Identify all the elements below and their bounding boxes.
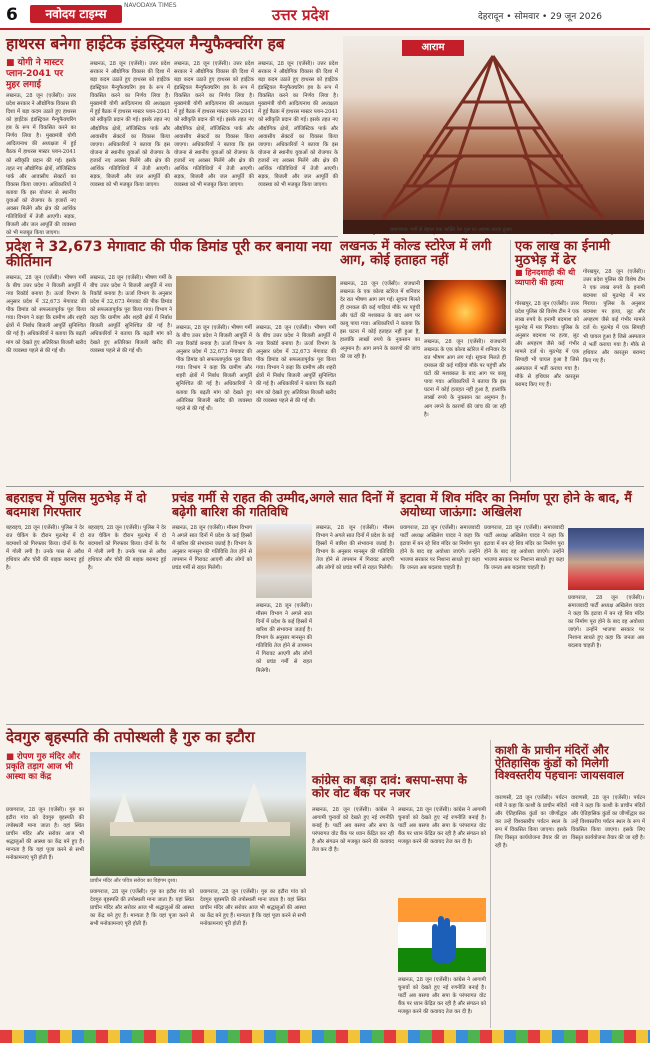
divider (6, 236, 338, 237)
page-number: 6 (6, 5, 18, 25)
story8-body-col1: प्रयागराज, 28 जून (एजेंसी)। गुरु का इटौरा गांव को देवगुरु बृहस्पति की तपोस्थली माना जाता है। यहां स्थित प्राचीन मंदिर और सरोवर आज भी श्रद्धालुओं की आस्था का केंद्र बने हुए हैं। मान्यता है कि यहां पूजा करने से सभी मनोकामनाएं पूरी होती हैं। (6, 807, 84, 862)
story4-body-col1: गोरखपुर, 28 जून (एजेंसी)। उत्तर प्रदेश पुलिस की विशेष टीम ने एक लाख रुपये के इनामी बदमाश को मुठभेड़ में मार गिराया। पुलिस के अनुसार बदमाश पर हत्या, लूट और अपहरण जैसे कई गंभीर मामले दर्ज थे। मुठभेड़ में एक सिपाही भी घायल हुआ है जिसे अस्पताल में भर्ती कराया गया है। मौके से हथियार और कारतूस बरामद किए गए हैं। (515, 301, 579, 388)
color-registration-strip (0, 1030, 650, 1043)
story2-body-col2: लखनऊ, 28 जून (एजेंसी)। भीषण गर्मी के बीच उत्तर प्रदेश ने बिजली आपूर्ति में नया रिकॉर्ड बनाया है। ऊर्जा विभाग के अनुसार प्रदेश में 32,673 मेगावाट की पीक डिमांड को सफलतापूर्वक पूरा किया गया। विभाग ने कहा कि ग्रामीण और शहरी क्षेत्रों में निर्बाध बिजली आपूर्ति सुनिश्चित की गई है। अधिकारियों ने बताया कि बढ़ती मांग को देखते हुए अतिरिक्त बिजली खरीद की व्यवस्था पहले से की गई थी। (90, 275, 172, 354)
temple-illustration (90, 752, 306, 876)
story4-headline: एक लाख का ईनामी मुठभेड़ में ढेर (515, 239, 611, 269)
story2-headline: प्रदेश ने 32,673 मेगावाट की पीक डिमांड पूरी कर बनाया नया कीर्तिमान (6, 239, 332, 271)
divider (6, 724, 644, 725)
photo-caption: प्रयागराज: गर्मी से बेहाल एक व्यक्ति रेल पुल पर आराम करता हुआ। (390, 227, 513, 233)
power-station-photo (176, 276, 336, 320)
story9-body-col2: लखनऊ, 28 जून (एजेंसी)। कांग्रेस ने आगामी चुनावों को देखते हुए नई रणनीति बनाई है। पार्टी अब बसपा और सपा के परंपरागत वोट बैंक पर ध्यान केंद्रित कर रही है और संगठन को मजबूत करने की कवायद तेज कर दी है। (398, 807, 486, 846)
congress-logo (398, 898, 486, 972)
newspaper-logo: नवोदय टाइम्स (30, 5, 122, 23)
story8-body-col2: प्रयागराज, 28 जून (एजेंसी)। गुरु का इटौरा गांव को देवगुरु बृहस्पति की तपोस्थली माना जाता है। यहां स्थित प्राचीन मंदिर और सरोवर आज भी श्रद्धालुओं की आस्था का केंद्र बने हुए हैं। मान्यता है कि यहां पूजा करने से सभी मनोकामनाएं पूरी होती हैं। (90, 889, 194, 928)
hand-symbol-icon (398, 898, 486, 972)
story4-kicker: ■ हिनदशाही की थी व्यापारी की हत्या (515, 268, 576, 287)
story3-body-col2: लखनऊ, 28 जून (एजेंसी)। राजधानी लखनऊ के एक कोल्ड स्टोरेज में शनिवार देर रात भीषण आग लग गई। सूचना मिलते ही दमकल की कई गाड़ियां मौके पर पहुंचीं और घंटों की मशक्कत के बाद आग पर काबू पाया गया। अधिकारियों ने बताया कि इस घटना में कोई हताहत नहीं हुआ है, हालांकि लाखों रुपये के नुकसान का अनुमान है। आग लगने के कारणों की जांच की जा रही है। (424, 339, 506, 418)
divider (6, 486, 644, 487)
story6-body-col2: लखनऊ, 28 जून (एजेंसी)। मौसम विभाग ने अगले सात दिनों में प्रदेश के कई हिस्सों में बारिश की संभावना जताई है। विभाग के अनुसार मानसून की गतिविधि तेज होने से तापमान में गिरावट आएगी और लोगों को प्रचंड गर्मी से राहत मिलेगी। (256, 603, 312, 674)
heat-photo (256, 524, 312, 598)
story4-body-col2: गोरखपुर, 28 जून (एजेंसी)। उत्तर प्रदेश पुलिस की विशेष टीम ने एक लाख रुपये के इनामी बदमाश को मुठभेड़ में मार गिराया। पुलिस के अनुसार बदमाश पर हत्या, लूट और अपहरण जैसे कई गंभीर मामले दर्ज थे। मुठभेड़ में एक सिपाही भी घायल हुआ है जिसे अस्पताल में भर्ती कराया गया है। मौके से हथियार और कारतूस बरामद किए गए हैं। (583, 269, 645, 364)
story1-body-col2: लखनऊ, 28 जून (एजेंसी)। उत्तर प्रदेश सरकार ने औद्योगिक विकास की दिशा में बड़ा कदम उठाते हुए हाथरस को हाईटेक इंडस्ट्रियल मैन्युफैक्चरिंग हब के रूप में विकसित करने का निर्णय लिया है। मुख्यमंत्री योगी आदित्यनाथ की अध्यक्षता में हुई बैठक में हाथरस मास्टर प्लान-2041 को स्वीकृति प्रदान की गई। इसके तहत नए औद्योगिक क्षेत्रों, लॉजिस्टिक पार्क और आवासीय सेक्टरों का विकास किया जाएगा। अधिकारियों ने बताया कि इस योजना से स्थानीय युवाओं को रोजगार के हजारों नए अवसर मिलेंगे और क्षेत्र की आर्थिक गतिविधियों में तेजी आएगी। सड़क, बिजली और जल आपूर्ति की व्यवस्था को भी मजबूत किया जाएगा। (90, 61, 170, 188)
bridge-photo (343, 36, 644, 234)
story1-kicker: ■ योगी ने मास्टर प्लान-2041 पर मुहर लगाई (6, 58, 64, 90)
akhilesh-photo (568, 528, 644, 590)
story9-body-col1: लखनऊ, 28 जून (एजेंसी)। कांग्रेस ने आगामी चुनावों को देखते हुए नई रणनीति बनाई है। पार्टी अब बसपा और सपा के परंपरागत वोट बैंक पर ध्यान केंद्रित कर रही है और संगठन को मजबूत करने की कवायद तेज कर दी है। (312, 807, 394, 854)
story3-headline: लखनऊ में कोल्ड स्टोरेज में लगी आग, कोई हताहत नहीं (340, 239, 492, 269)
logo-subtitle: NAVODAYA TIMES (124, 2, 177, 9)
column-divider (490, 740, 491, 1028)
story1-body-col4: लखनऊ, 28 जून (एजेंसी)। उत्तर प्रदेश सरकार ने औद्योगिक विकास की दिशा में बड़ा कदम उठाते हुए हाथरस को हाईटेक इंडस्ट्रियल मैन्युफैक्चरिंग हब के रूप में विकसित करने का निर्णय लिया है। मुख्यमंत्री योगी आदित्यनाथ की अध्यक्षता में हुई बैठक में हाथरस मास्टर प्लान-2041 को स्वीकृति प्रदान की गई। इसके तहत नए औद्योगिक क्षेत्रों, लॉजिस्टिक पार्क और आवासीय सेक्टरों का विकास किया जाएगा। अधिकारियों ने बताया कि इस योजना से स्थानीय युवाओं को रोजगार के हजारों नए अवसर मिलेंगे और क्षेत्र की आर्थिक गतिविधियों में तेजी आएगी। सड़क, बिजली और जल आपूर्ति की व्यवस्था को भी मजबूत किया जाएगा। (258, 61, 338, 188)
section-title: उत्तर प्रदेश (272, 6, 329, 24)
story7-body-col2: प्रयागराज, 28 जून (एजेंसी)। समाजवादी पार्टी अध्यक्ष अखिलेश यादव ने कहा कि इटावा में बन रहे शिव मंदिर का निर्माण पूरा होने के बाद वह अयोध्या जाएंगे। उन्होंने भाजपा सरकार पर निशाना साधते हुए कहा कि जनता अब बदलाव चाहती है। (484, 525, 564, 572)
story2-body-col1: लखनऊ, 28 जून (एजेंसी)। भीषण गर्मी के बीच उत्तर प्रदेश ने बिजली आपूर्ति में नया रिकॉर्ड बनाया है। ऊर्जा विभाग के अनुसार प्रदेश में 32,673 मेगावाट की पीक डिमांड को सफलतापूर्वक पूरा किया गया। विभाग ने कहा कि ग्रामीण और शहरी क्षेत्रों में निर्बाध बिजली आपूर्ति सुनिश्चित की गई है। अधिकारियों ने बताया कि बढ़ती मांग को देखते हुए अतिरिक्त बिजली खरीद की व्यवस्था पहले से की गई थी। (6, 275, 86, 354)
story2-body-col3: लखनऊ, 28 जून (एजेंसी)। भीषण गर्मी के बीच उत्तर प्रदेश ने बिजली आपूर्ति में नया रिकॉर्ड बनाया है। ऊर्जा विभाग के अनुसार प्रदेश में 32,673 मेगावाट की पीक डिमांड को सफलतापूर्वक पूरा किया गया। विभाग ने कहा कि ग्रामीण और शहरी क्षेत्रों में निर्बाध बिजली आपूर्ति सुनिश्चित की गई है। अधिकारियों ने बताया कि बढ़ती मांग को देखते हुए अतिरिक्त बिजली खरीद की व्यवस्था पहले से की गई थी। (176, 325, 252, 412)
temple-photo (90, 752, 306, 876)
story7-body-col1: प्रयागराज, 28 जून (एजेंसी)। समाजवादी पार्टी अध्यक्ष अखिलेश यादव ने कहा कि इटावा में बन रहे शिव मंदिर का निर्माण पूरा होने के बाद वह अयोध्या जाएंगे। उन्होंने भाजपा सरकार पर निशाना साधते हुए कहा कि जनता अब बदलाव चाहती है। (400, 525, 480, 572)
story5-headline: बहराइच में पुलिस मुठभेड़ में दो बदमाश गिरफ्तार (6, 490, 147, 519)
story7-headline: इटावा में शिव मंदिर का निर्माण पूरा होने के बाद, मैं अयोध्या जाऊंगा: अखिलेश (400, 490, 632, 519)
story10-body-col1: वाराणसी, 28 जून (एजेंसी)। पर्यटन मंत्री ने कहा कि काशी के प्राचीन मंदिरों और ऐतिहासिक कुंडों का जीर्णोद्धार कर उन्हें विश्वस्तरीय पर्यटन स्थल के रूप में विकसित किया जाएगा। इसके लिए विस्तृत कार्ययोजना तैयार की जा रही है। (495, 795, 567, 850)
story6-headline: प्रचंड गर्मी से राहत की उम्मीद,अगले सात दिनों में बढ़ेगी बारिश की गतिविधि (172, 490, 394, 519)
temple-caption: प्राचीन मंदिर और पवित्र सरोवर का विहंगम दृश्य। (90, 878, 178, 884)
story5-body-col1: बहराइच, 28 जून (एजेंसी)। पुलिस ने देर रात चेकिंग के दौरान मुठभेड़ में दो बदमाशों को गिरफ्तार किया। दोनों के पैर में गोली लगी है। उनके पास से अवैध हथियार और चोरी की बाइक बरामद हुई है। (6, 525, 84, 572)
story8-body-col3: प्रयागराज, 28 जून (एजेंसी)। गुरु का इटौरा गांव को देवगुरु बृहस्पति की तपोस्थली माना जाता है। यहां स्थित प्राचीन मंदिर और सरोवर आज भी श्रद्धालुओं की आस्था का केंद्र बने हुए हैं। मान्यता है कि यहां पूजा करने से सभी मनोकामनाएं पूरी होती हैं। (200, 889, 306, 928)
story9-headline: कांग्रेस का बड़ा दावं: बसपा-सपा के कोर वोट बैंक पर नजर (312, 773, 467, 801)
story5-body-col2: बहराइच, 28 जून (एजेंसी)। पुलिस ने देर रात चेकिंग के दौरान मुठभेड़ में दो बदमाशों को गिरफ्तार किया। दोनों के पैर में गोली लगी है। उनके पास से अवैध हथियार और चोरी की बाइक बरामद हुई है। (88, 525, 166, 572)
story1-body-col3: लखनऊ, 28 जून (एजेंसी)। उत्तर प्रदेश सरकार ने औद्योगिक विकास की दिशा में बड़ा कदम उठाते हुए हाथरस को हाईटेक इंडस्ट्रियल मैन्युफैक्चरिंग हब के रूप में विकसित करने का निर्णय लिया है। मुख्यमंत्री योगी आदित्यनाथ की अध्यक्षता में हुई बैठक में हाथरस मास्टर प्लान-2041 को स्वीकृति प्रदान की गई। इसके तहत नए औद्योगिक क्षेत्रों, लॉजिस्टिक पार्क और आवासीय सेक्टरों का विकास किया जाएगा। अधिकारियों ने बताया कि इस योजना से स्थानीय युवाओं को रोजगार के हजारों नए अवसर मिलेंगे और क्षेत्र की आर्थिक गतिविधियों में तेजी आएगी। सड़क, बिजली और जल आपूर्ति की व्यवस्था को भी मजबूत किया जाएगा। (174, 61, 254, 188)
story1-headline: हाथरस बनेगा हाईटेक इंडस्ट्रियल मैन्युफैक्चरिंग हब (6, 35, 285, 53)
story9-body-col3: लखनऊ, 28 जून (एजेंसी)। कांग्रेस ने आगामी चुनावों को देखते हुए नई रणनीति बनाई है। पार्टी अब बसपा और सपा के परंपरागत वोट बैंक पर ध्यान केंद्रित कर रही है और संगठन को मजबूत करने की कवायद तेज कर दी है। (398, 977, 486, 1016)
fire-photo (424, 280, 506, 334)
story2-body-col4: लखनऊ, 28 जून (एजेंसी)। भीषण गर्मी के बीच उत्तर प्रदेश ने बिजली आपूर्ति में नया रिकॉर्ड बनाया है। ऊर्जा विभाग के अनुसार प्रदेश में 32,673 मेगावाट की पीक डिमांड को सफलतापूर्वक पूरा किया गया। विभाग ने कहा कि ग्रामीण और शहरी क्षेत्रों में निर्बाध बिजली आपूर्ति सुनिश्चित की गई है। अधिकारियों ने बताया कि बढ़ती मांग को देखते हुए अतिरिक्त बिजली खरीद की व्यवस्था पहले से की गई थी। (256, 325, 336, 404)
story10-body-col2: वाराणसी, 28 जून (एजेंसी)। पर्यटन मंत्री ने कहा कि काशी के प्राचीन मंदिरों और ऐतिहासिक कुंडों का जीर्णोद्धार कर उन्हें विश्वस्तरीय पर्यटन स्थल के रूप में विकसित किया जाएगा। इसके लिए विस्तृत कार्ययोजना तैयार की जा रही है। (571, 795, 645, 842)
story6-body-col3: लखनऊ, 28 जून (एजेंसी)। मौसम विभाग ने अगले सात दिनों में प्रदेश के कई हिस्सों में बारिश की संभावना जताई है। विभाग के अनुसार मानसून की गतिविधि तेज होने से तापमान में गिरावट आएगी और लोगों को प्रचंड गर्मी से राहत मिलेगी। (316, 525, 394, 572)
dateline: देहरादून • सोमवार • 29 जून 2026 (478, 12, 602, 22)
column-divider (510, 240, 511, 482)
photo-tag: आराम (402, 40, 464, 56)
story8-headline: देवगुरु बृहस्पति की तपोस्थली है गुरु का इटौरा (6, 728, 255, 746)
story10-headline: काशी के प्राचीन मंदिरों और ऐतिहासिक कुंडों को मिलेगी विश्वस्तरीय पहचानः जायसवाल (495, 743, 624, 783)
story8-kicker: ■ रोपण गुरु मंदिर और प्रकृति तड़ाग आज भी आस्था का केंद्र (6, 752, 80, 783)
story7-body-col3: प्रयागराज, 28 जून (एजेंसी)। समाजवादी पार्टी अध्यक्ष अखिलेश यादव ने कहा कि इटावा में बन रहे शिव मंदिर का निर्माण पूरा होने के बाद वह अयोध्या जाएंगे। उन्होंने भाजपा सरकार पर निशाना साधते हुए कहा कि जनता अब बदलाव चाहती है। (568, 595, 644, 650)
story3-body-col1: लखनऊ, 28 जून (एजेंसी)। राजधानी लखनऊ के एक कोल्ड स्टोरेज में शनिवार देर रात भीषण आग लग गई। सूचना मिलते ही दमकल की कई गाड़ियां मौके पर पहुंचीं और घंटों की मशक्कत के बाद आग पर काबू पाया गया। अधिकारियों ने बताया कि इस घटना में कोई हताहत नहीं हुआ है, हालांकि लाखों रुपये के नुकसान का अनुमान है। आग लगने के कारणों की जांच की जा रही है। (340, 281, 420, 360)
story1-body-col1: लखनऊ, 28 जून (एजेंसी)। उत्तर प्रदेश सरकार ने औद्योगिक विकास की दिशा में बड़ा कदम उठाते हुए हाथरस को हाईटेक इंडस्ट्रियल मैन्युफैक्चरिंग हब के रूप में विकसित करने का निर्णय लिया है। मुख्यमंत्री योगी आदित्यनाथ की अध्यक्षता में हुई बैठक में हाथरस मास्टर प्लान-2041 को स्वीकृति प्रदान की गई। इसके तहत नए औद्योगिक क्षेत्रों, लॉजिस्टिक पार्क और आवासीय सेक्टरों का विकास किया जाएगा। अधिकारियों ने बताया कि इस योजना से स्थानीय युवाओं को रोजगार के हजारों नए अवसर मिलेंगे और क्षेत्र की आर्थिक गतिविधियों में तेजी आएगी। सड़क, बिजली और जल आपूर्ति की व्यवस्था को भी मजबूत किया जाएगा। (6, 93, 76, 237)
story6-body-col1: लखनऊ, 28 जून (एजेंसी)। मौसम विभाग ने अगले सात दिनों में प्रदेश के कई हिस्सों में बारिश की संभावना जताई है। विभाग के अनुसार मानसून की गतिविधि तेज होने से तापमान में गिरावट आएगी और लोगों को प्रचंड गर्मी से राहत मिलेगी। (172, 525, 252, 572)
bridge-illustration (343, 36, 644, 234)
